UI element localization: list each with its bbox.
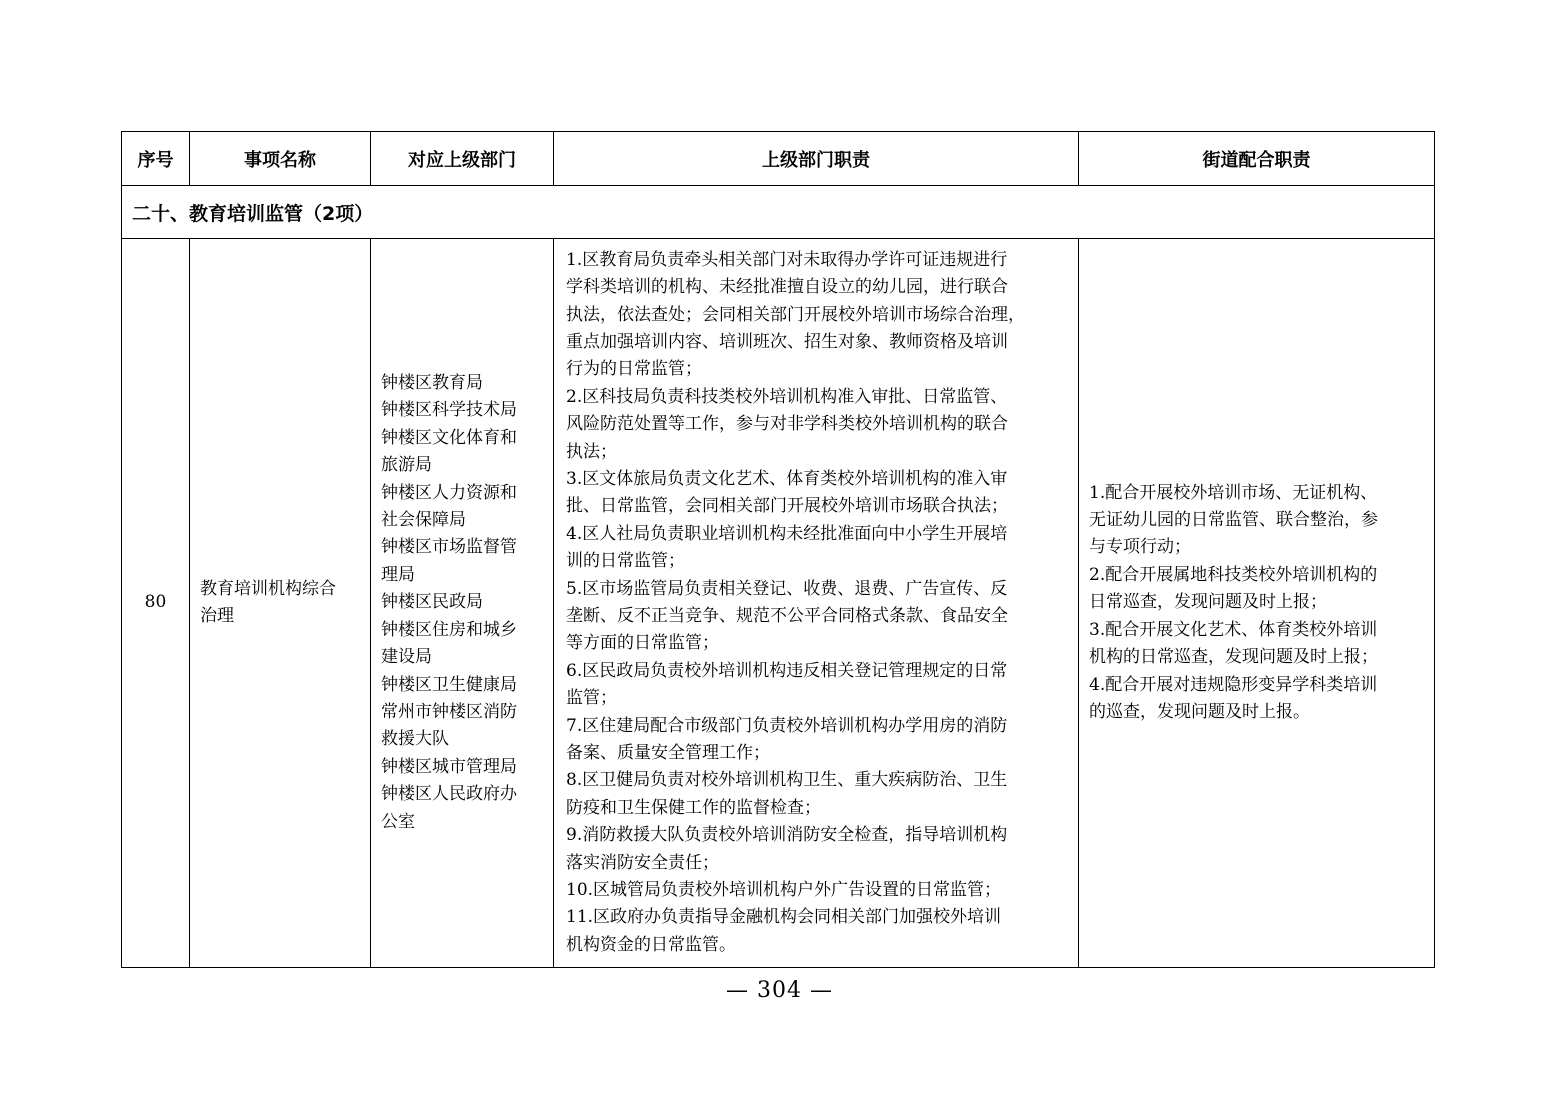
street-duty-line: 4.配合开展对违规隐形变异学科类培训 <box>1089 674 1378 695</box>
header-department: 对应上级部门 <box>371 132 554 186</box>
duty-line: 备案、质量安全管理工作； <box>566 743 770 764</box>
department-line: 建设局 <box>381 647 432 668</box>
department-line: 常州市钟楼区消防 <box>381 701 517 722</box>
duty-line: 落实消防安全责任； <box>566 852 719 873</box>
department-line: 钟楼区卫生健康局 <box>381 674 517 695</box>
item-name-line: 治理 <box>200 606 234 626</box>
responsibility-table <box>121 131 1435 968</box>
duty-line: 重点加强培训内容、培训班次、招生对象、教师资格及培训 <box>566 331 1008 352</box>
header-department-duty: 上级部门职责 <box>554 132 1079 186</box>
duty-line: 机构资金的日常监管。 <box>566 934 736 955</box>
duty-line: 行为的日常监管； <box>566 359 702 380</box>
row-departments <box>371 239 554 968</box>
department-line: 理局 <box>381 564 415 585</box>
duty-line: 训的日常监管； <box>566 551 685 572</box>
table-row <box>122 239 1435 968</box>
section-row <box>122 186 1435 239</box>
department-line: 公室 <box>381 811 415 832</box>
header-item-name: 事项名称 <box>190 132 371 186</box>
duty-line: 等方面的日常监管； <box>566 633 719 654</box>
duty-line: 2.区科技局负责科技类校外培训机构准入审批、日常监管、 <box>566 386 1008 407</box>
row-street-duties <box>1079 239 1435 968</box>
department-line: 钟楼区文化体育和 <box>381 427 517 448</box>
item-name-line: 教育培训机构综合 <box>200 578 336 599</box>
section-title: 二十、教育培训监管（2项） <box>122 186 1435 239</box>
street-duty-line: 1.配合开展校外培训市场、无证机构、 <box>1089 482 1378 503</box>
street-duty-line: 与专项行动； <box>1089 537 1191 558</box>
header-row <box>122 132 1435 186</box>
duty-line: 11.区政府办负责指导金融机构会同相关部门加强校外培训 <box>566 907 1002 928</box>
header-number: 序号 <box>122 132 190 186</box>
duty-line: 执法； <box>566 441 617 462</box>
duty-line: 7.区住建局配合市级部门负责校外培训机构办学用房的消防 <box>566 715 1008 736</box>
duty-line: 8.区卫健局负责对校外培训机构卫生、重大疾病防治、卫生 <box>566 770 1008 791</box>
department-line: 社会保障局 <box>381 510 466 531</box>
street-duty-line: 机构的日常巡查，发现问题及时上报； <box>1089 647 1378 668</box>
row-department-duties <box>554 239 1079 968</box>
department-line: 钟楼区教育局 <box>381 373 483 394</box>
duty-line: 6.区民政局负责校外培训机构违反相关登记管理规定的日常 <box>566 660 1008 681</box>
street-duty-line: 的巡查，发现问题及时上报。 <box>1089 701 1310 722</box>
row-number: 80 <box>122 239 190 968</box>
department-line: 钟楼区人民政府办 <box>381 784 517 805</box>
duty-line: 监管； <box>566 688 617 709</box>
department-line: 钟楼区人力资源和 <box>381 482 517 503</box>
row-item-name <box>190 239 371 968</box>
department-line: 钟楼区民政局 <box>381 592 483 613</box>
street-duty-line: 日常巡查，发现问题及时上报； <box>1089 592 1327 613</box>
street-duty-line: 2.配合开展属地科技类校外培训机构的 <box>1089 564 1378 585</box>
department-line: 钟楼区市场监督管 <box>381 537 517 558</box>
department-line: 救援大队 <box>381 729 449 750</box>
duty-line: 学科类培训的机构、未经批准擅自设立的幼儿园，进行联合 <box>566 277 1008 298</box>
duty-line: 执法，依法查处；会同相关部门开展校外培训市场综合治理， <box>566 304 1025 325</box>
duty-line: 4.区人社局负责职业培训机构未经批准面向中小学生开展培 <box>566 523 1008 544</box>
duty-line: 垄断、反不正当竞争、规范不公平合同格式条款、食品安全 <box>566 606 1008 626</box>
duty-line: 批、日常监管，会同相关部门开展校外培训市场联合执法； <box>566 496 1008 517</box>
duty-line: 风险防范处置等工作，参与对非学科类校外培训机构的联合 <box>566 414 1008 435</box>
page-number: — 304 — <box>726 978 833 1003</box>
duty-line: 5.区市场监管局负责相关登记、收费、退费、广告宣传、反 <box>566 578 1008 599</box>
header-street-duty: 街道配合职责 <box>1079 132 1435 186</box>
department-line: 旅游局 <box>381 455 432 476</box>
duty-line: 9.消防救援大队负责校外培训消防安全检查，指导培训机构 <box>566 825 1008 846</box>
duty-line: 3.区文体旅局负责文化艺术、体育类校外培训机构的准入审 <box>566 468 1008 489</box>
department-line: 钟楼区科学技术局 <box>381 400 517 421</box>
duty-line: 1.区教育局负责牵头相关部门对未取得办学许可证违规进行 <box>566 249 1008 270</box>
street-duty-line: 3.配合开展文化艺术、体育类校外培训 <box>1089 619 1378 640</box>
duty-line: 10.区城管局负责校外培训机构户外广告设置的日常监管； <box>566 880 1002 901</box>
department-line: 钟楼区住房和城乡 <box>381 619 517 640</box>
street-duty-line: 无证幼儿园的日常监管、联合整治，参 <box>1089 510 1378 531</box>
department-line: 钟楼区城市管理局 <box>381 756 517 777</box>
duty-line: 防疫和卫生保健工作的监督检查； <box>566 797 821 818</box>
